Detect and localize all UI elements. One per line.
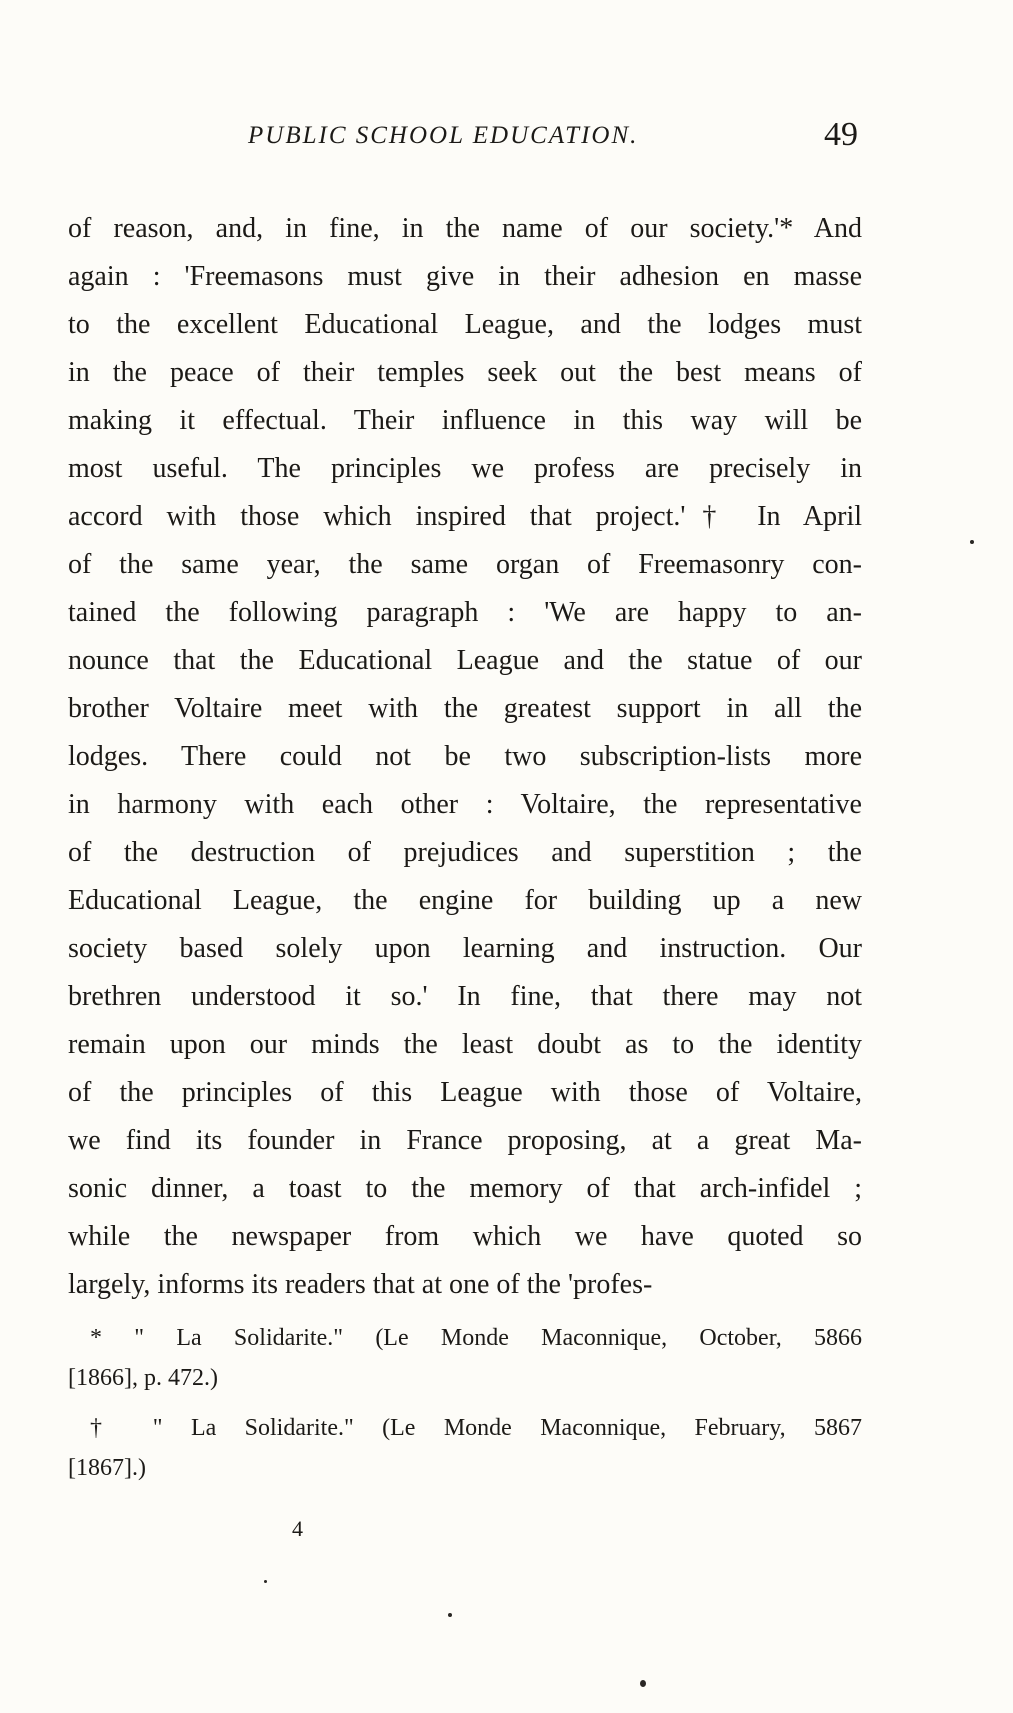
ink-speck bbox=[640, 1680, 646, 1687]
body-line: of the destruction of prejudices and superstition ; the bbox=[68, 837, 862, 868]
footnote-line: [1866], p. 472.) bbox=[68, 1365, 218, 1391]
ink-speck bbox=[970, 540, 974, 544]
footnote-line bbox=[68, 1408, 862, 1448]
body-line: of the principles of this League with those of Voltaire, bbox=[68, 1077, 862, 1108]
body-line: to the excellent Educational League, and the lodges must bbox=[68, 309, 862, 340]
body-text bbox=[68, 205, 862, 1309]
body-line: in the peace of their temples seek out the best means of bbox=[68, 357, 862, 388]
ink-speck bbox=[448, 1613, 452, 1617]
footnote-mark: * bbox=[90, 1325, 102, 1351]
body-line: of reason, and, in fine, in the name of our society.'* And bbox=[68, 213, 862, 244]
body-line: accord with those which inspired that project.'† In April bbox=[68, 501, 862, 532]
page-header bbox=[68, 118, 858, 158]
body-line: in harmony with each other : Voltaire, the representative bbox=[68, 789, 862, 820]
footnote-text: " La Solidarite." (Le Monde Maconnique, October, 5866 bbox=[134, 1325, 863, 1351]
body-line: making it effectual. Their influence in this way will be bbox=[68, 405, 862, 436]
body-line: largely, informs its readers that at one of the 'profes- bbox=[68, 1269, 653, 1300]
body-line: brother Voltaire meet with the greatest support in all the bbox=[68, 693, 862, 724]
body-line: we find its founder in France proposing, at a great Ma- bbox=[68, 1125, 862, 1156]
footnote bbox=[68, 1408, 862, 1488]
footnote bbox=[68, 1318, 862, 1398]
body-line: nounce that the Educational League and the statue of our bbox=[68, 645, 862, 676]
body-line: brethren understood it so.' In fine, that there may not bbox=[68, 981, 862, 1012]
body-line: sonic dinner, a toast to the memory of that arch-infidel ; bbox=[68, 1173, 862, 1204]
footnote-line bbox=[68, 1318, 862, 1358]
page-number: 49 bbox=[824, 116, 858, 153]
body-line: lodges. There could not be two subscription-lists more bbox=[68, 741, 862, 772]
ink-speck bbox=[264, 1580, 267, 1583]
body-line: Educational League, the engine for building up a new bbox=[68, 885, 862, 916]
footnote-text: " La Solidarite." (Le Monde Maconnique, February, 5867 bbox=[152, 1415, 863, 1441]
body-line: again : 'Freemasons must give in their adhesion en masse bbox=[68, 261, 862, 292]
body-line: of the same year, the same organ of Freemasonry con- bbox=[68, 549, 862, 580]
signature-mark: 4 bbox=[292, 1516, 303, 1541]
body-line: while the newspaper from which we have quoted so bbox=[68, 1221, 862, 1252]
body-line: tained the following paragraph : 'We are happy to an- bbox=[68, 597, 862, 628]
footnote-mark: † bbox=[90, 1415, 125, 1441]
running-title: PUBLIC SCHOOL EDUCATION. bbox=[248, 122, 639, 149]
footnote-line: [1867].) bbox=[68, 1455, 146, 1481]
body-line: society based solely upon learning and instruction. Our bbox=[68, 933, 862, 964]
body-line: most useful. The principles we profess are precisely in bbox=[68, 453, 862, 484]
body-line: remain upon our minds the least doubt as to the identity bbox=[68, 1029, 862, 1060]
